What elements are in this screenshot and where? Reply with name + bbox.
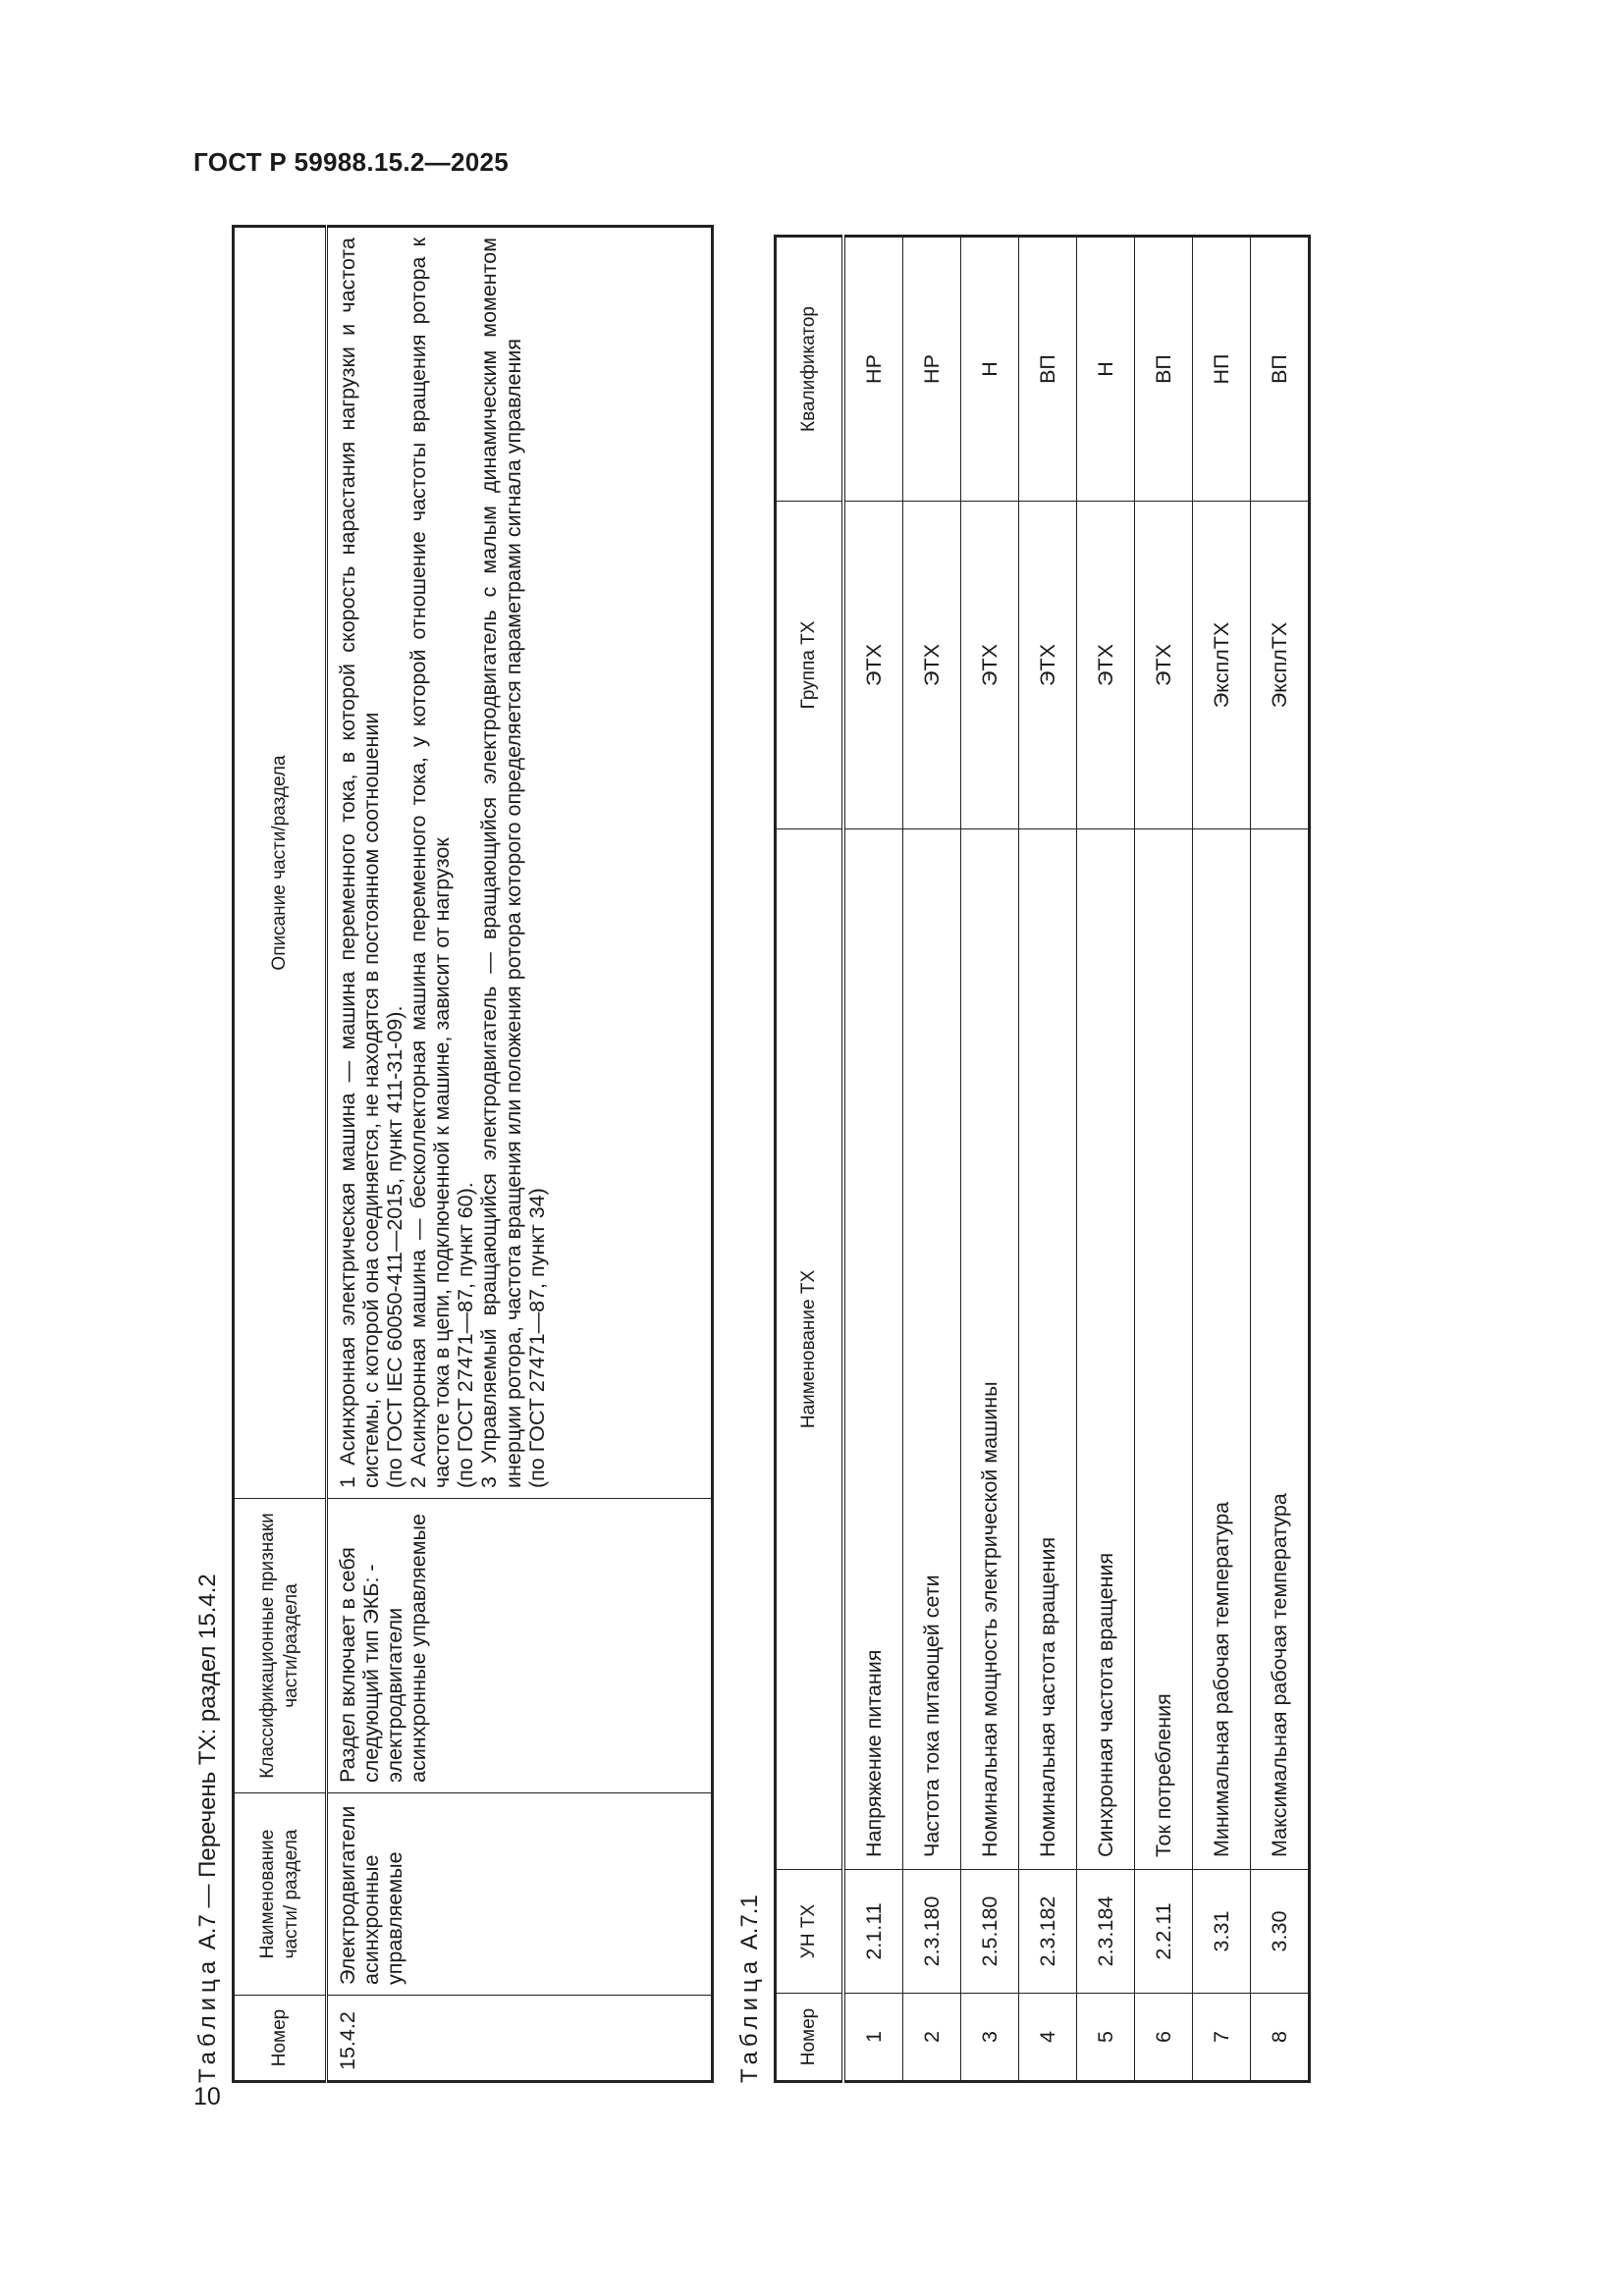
table-a7-cell-number: 15.4.2 <box>327 1996 713 2082</box>
row-qualifier: Н <box>1077 237 1135 502</box>
description-line-5: 3 Управляемый вращающийся электродвигатель — вращающийся электродвигатель с малым динамическим моментом инерции ротора, частота вращения или положения ротора которого определяется параметрами сигнала управления <box>477 238 525 1488</box>
page-number: 10 <box>193 2083 221 2110</box>
table-a7-col-name: Наименование части/ раздела <box>234 1793 327 1996</box>
table-a7-header-row <box>234 227 327 2082</box>
row-qualifier: НР <box>903 237 961 502</box>
row-name: Номинальная мощность электрической машины <box>961 829 1019 1870</box>
row-code: 2.3.182 <box>1019 1870 1077 1994</box>
row-name: Минимальная рабочая температура <box>1193 829 1251 1870</box>
row-qualifier: Н <box>961 237 1019 502</box>
table-row <box>961 237 1019 2082</box>
row-qualifier: НП <box>1193 237 1251 502</box>
row-number: 2 <box>903 1994 961 2082</box>
row-number: 5 <box>1077 1994 1135 2082</box>
table-row <box>843 237 903 2082</box>
description-line-1: 1 Асинхронная электрическая машина — машина переменного тока, в которой скорость нарастания нагрузки и частота системы, с которой она соединяется, не находятся в постоянном соотношении <box>336 238 384 1488</box>
row-qualifier: НР <box>843 237 903 502</box>
row-number: 6 <box>1135 1994 1193 2082</box>
table-a7-caption-prefix: Таблица <box>194 1955 221 2083</box>
row-group: ЭксплТХ <box>1251 502 1310 829</box>
document-header: ГОСТ Р 59988.15.2—2025 <box>193 147 509 177</box>
row-code: 2.5.180 <box>961 1870 1019 1994</box>
table-row <box>1193 237 1251 2082</box>
rotated-content <box>194 228 1382 2083</box>
table-a71-caption <box>736 1895 764 2083</box>
table-a7-col-number: Номер <box>234 1996 327 2082</box>
row-name: Частота тока питающей сети <box>903 829 961 1870</box>
row-name: Ток потребления <box>1135 829 1193 1870</box>
table-a7 <box>232 225 714 2083</box>
row-number: 8 <box>1251 1994 1310 2082</box>
table-a7-row <box>327 227 713 2082</box>
table-a7-caption-text: А.7 — Перечень ТХ: раздел 15.4.2 <box>194 1574 221 1950</box>
table-a71-col-name: Наименование ТХ <box>776 829 844 1870</box>
table-a71 <box>774 235 1311 2083</box>
description-line-6: (по ГОСТ 27471—87, пункт 34) <box>524 1188 549 1488</box>
row-number: 1 <box>843 1994 903 2082</box>
table-a71-col-number: Номер <box>776 1994 844 2082</box>
rotated-tables-block <box>194 228 1382 2083</box>
row-code: 3.30 <box>1251 1870 1310 1994</box>
table-a71-caption-prefix: Таблица <box>736 1955 763 2083</box>
row-name: Напряжение питания <box>843 829 903 1870</box>
table-a71-col-group: Группа ТХ <box>776 502 844 829</box>
row-group: ЭТХ <box>1135 502 1193 829</box>
table-a7-col-description: Описание части/раздела <box>234 227 327 1499</box>
table-a71-col-code: УН ТХ <box>776 1870 844 1994</box>
table-row <box>903 237 961 2082</box>
row-number: 7 <box>1193 1994 1251 2082</box>
table-a7-col-classification: Классификационные признаки части/раздела <box>234 1499 327 1793</box>
row-code: 3.31 <box>1193 1870 1251 1994</box>
table-a71-col-qualifier: Квалификатор <box>776 237 844 502</box>
table-a7-cell-description <box>327 227 713 1499</box>
row-group: ЭТХ <box>961 502 1019 829</box>
table-a71-header-row <box>776 237 844 2082</box>
row-name: Максимальная рабочая температура <box>1251 829 1310 1870</box>
row-code: 2.1.11 <box>843 1870 903 1994</box>
row-code: 2.3.180 <box>903 1870 961 1994</box>
table-row <box>1135 237 1193 2082</box>
row-code: 2.3.184 <box>1077 1870 1135 1994</box>
table-a7-cell-name: Электродвигатели асинхронные управляемые <box>327 1793 713 1996</box>
description-line-2: (по ГОСТ IEC 60050-411—2015, пункт 411-31-09). <box>383 1005 407 1488</box>
table-row <box>1019 237 1077 2082</box>
row-group: ЭТХ <box>1077 502 1135 829</box>
row-qualifier: ВП <box>1135 237 1193 502</box>
description-line-4: (по ГОСТ 27471—87, пункт 60). <box>454 1182 478 1488</box>
row-group: ЭТХ <box>843 502 903 829</box>
row-name: Синхронная частота вращения <box>1077 829 1135 1870</box>
row-code: 2.2.11 <box>1135 1870 1193 1994</box>
row-group: ЭТХ <box>903 502 961 829</box>
description-line-3: 2 Асинхронная машина — бесколлекторная машина переменного тока, у которой отношение частоты вращения ротора к частоте тока в цепи, подключенной к машине, зависит от нагрузок <box>406 238 455 1488</box>
row-qualifier: ВП <box>1019 237 1077 502</box>
row-qualifier: ВП <box>1251 237 1310 502</box>
table-a71-caption-text: А.7.1 <box>736 1895 763 1950</box>
row-number: 4 <box>1019 1994 1077 2082</box>
table-a7-caption <box>194 1574 222 2083</box>
table-row <box>1077 237 1135 2082</box>
row-name: Номинальная частота вращения <box>1019 829 1077 1870</box>
row-number: 3 <box>961 1994 1019 2082</box>
row-group: ЭТХ <box>1019 502 1077 829</box>
table-a7-cell-classification: Раздел включает в себя следующий тип ЭКБ: - электродвигатели асинхронные управляемые <box>327 1499 713 1793</box>
table-row <box>1251 237 1310 2082</box>
row-group: ЭксплТХ <box>1193 502 1251 829</box>
